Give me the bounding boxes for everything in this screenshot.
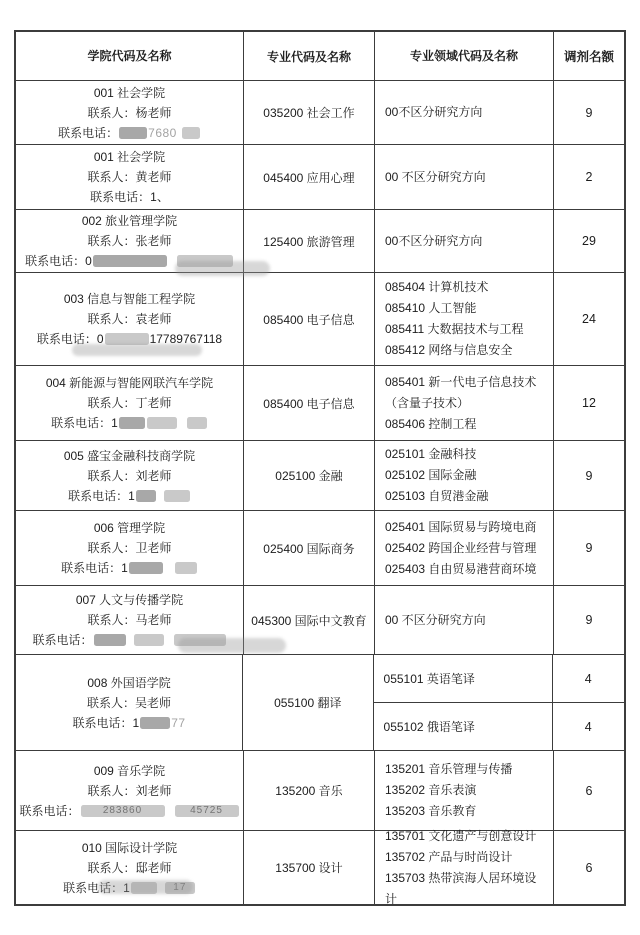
redaction-block [175,805,239,817]
redaction-block [119,127,147,139]
redaction-smudge [175,261,270,276]
major-cell: 045400 应用心理 [243,145,374,209]
redaction-block [187,417,207,429]
contact-phone-label: 联系电话： [63,880,124,895]
field-item: 00不区分研究方向 [385,233,483,248]
field-item: 135703 热带滨海人居环境设计 [385,870,537,906]
major-cell: 035200 社会工作 [243,81,374,144]
header-major-col: 专业代码及名称 [243,32,374,80]
redaction-block [81,805,165,817]
college-name: 002 旅业管理学院 [81,214,178,228]
contact-phone-label: 联系电话： [72,715,133,730]
contact-phone [61,558,198,578]
field-item: 135202 音乐表演 [385,783,477,797]
header-field-col: 专业领域代码及名称 [374,32,553,80]
college-name: 004 新能源与智能网联汽车学院 [45,376,214,390]
table-row [16,440,624,510]
contact-person: 联系人：刘老师 [87,468,172,483]
contact-phone-label: 联系电话： [19,803,80,818]
redaction-block [140,717,170,729]
phone-digits: 1 [121,561,128,575]
field-item: 00 不区分研究方向 [385,169,486,184]
contact-phone-label: 联系电话： [36,332,97,346]
table-row [16,365,624,440]
redaction-block [129,562,163,574]
redaction-block [147,417,177,429]
contact-person: 联系人：黄老师 [87,170,172,184]
field-item: 00不区分研究方向 [385,105,483,119]
phone-faint-digits: 45725 [190,804,223,816]
contact-person: 联系人：丁老师 [87,396,172,410]
field-cell [374,81,553,144]
phone-gap [168,261,176,262]
phone-faint-digits: 77 [171,715,186,730]
quota-cell: 9 [553,586,624,654]
college-cell [16,511,243,585]
quota-cell: 4 [552,703,624,750]
field-cell: 055101 英语笔译 [373,655,552,702]
college-cell [16,441,243,510]
major-cell: 085400 电子信息 [243,366,374,440]
field-item: 085411 大数据技术与工程 [385,322,524,336]
quota-cell: 24 [553,273,624,365]
contact-person: 联系人：邸老师 [87,860,172,875]
contact-phone-label: 联系电话： [61,561,122,575]
field-item: 025103 自贸港金融 [385,489,489,503]
redaction-block [175,562,197,574]
redaction-block [94,634,126,646]
table-row [16,585,624,654]
field-cell [374,751,553,830]
phone-digits: 1 [132,715,140,730]
table-row [16,209,624,272]
college-name: 006 管理学院 [93,521,166,535]
field-cell [374,511,553,585]
college-name: 003 信息与智能工程学院 [63,292,196,306]
college-cell [16,145,243,209]
phone-digits: 0 [96,332,104,346]
contact-person: 联系人：杨老师 [87,105,172,120]
field-cell: 055102 俄语笔译 [373,703,552,750]
adjustment-quota-table [14,30,626,906]
phone-digits: 1 [128,488,135,503]
college-name: 008 外国语学院 [87,675,171,690]
field-item: 025401 国际贸易与跨境电商 [385,519,537,534]
field-quota-subrow [373,655,624,702]
contact-phone-label: 联系电话： [25,254,86,268]
table-row [16,750,624,830]
college-cell [16,81,243,144]
contact-person: 联系人：刘老师 [87,783,172,798]
major-cell: 045300 国际中文教育 [243,586,374,654]
college-name: 001 社会学院 [93,85,166,100]
phone-digits: 1 [123,880,130,895]
quota-cell: 29 [553,210,624,272]
field-item: 135701 文化遗产与创意设计 [385,828,537,843]
field-item: 135702 产品与时尚设计 [385,849,513,864]
phone-gap [166,810,174,811]
field-cell [374,586,553,654]
quota-cell: 12 [553,366,624,440]
quota-cell: 9 [553,511,624,585]
contact-phone [90,187,169,207]
table-row [16,144,624,209]
field-item: 135203 音乐教育 [385,804,477,818]
header-quota-col: 调剂名额 [553,32,624,80]
field-item: 135201 音乐管理与传播 [385,762,513,776]
college-name: 005 盛宝金融科技商学院 [63,448,196,463]
college-name: 007 人文与传播学院 [75,593,184,607]
field-item: 025402 跨国企业经营与管理 [385,540,537,555]
phone-digits: 1、 [150,190,169,204]
major-cell: 125400 旅游管理 [243,210,374,272]
field-cell [374,441,553,510]
contact-phone-label: 联系电话： [68,488,129,503]
field-item: 085410 人工智能 [385,301,477,315]
contact-phone-label: 联系电话： [58,125,119,140]
phone-digits: 0 [85,254,92,268]
major-cell: 025400 国际商务 [243,511,374,585]
phone-digits: 1 [111,416,118,430]
table-header-row [16,32,624,80]
field-cell [374,210,553,272]
redaction-smudge [98,880,193,894]
college-cell [16,655,242,750]
table-row [16,80,624,144]
table-row [16,654,624,750]
college-name: 009 音乐学院 [93,763,166,778]
phone-faint-digits: 7680 [148,125,177,140]
redaction-block [119,417,145,429]
contact-phone [51,413,208,433]
contact-phone [73,713,186,733]
field-item: 025101 金融科技 [385,447,477,461]
field-cell [374,273,553,365]
contact-person: 联系人：袁老师 [87,312,172,326]
field-quota-group [373,655,624,750]
phone-gap [177,132,181,133]
table-body [16,80,624,904]
quota-cell: 6 [553,831,624,904]
contact-person: 联系人：马老师 [87,613,172,627]
field-item: 025102 国际金融 [385,468,477,482]
redaction-block [182,127,200,139]
quota-cell: 4 [552,655,624,702]
contact-phone-label: 联系电话： [90,190,151,204]
major-cell: 085400 电子信息 [243,273,374,365]
field-quota-subrow [373,702,624,750]
college-cell [16,366,243,440]
college-name: 001 社会学院 [93,150,166,164]
contact-person: 联系人：卫老师 [87,541,172,555]
contact-phone-label: 联系电话： [32,633,93,647]
major-cell: 135200 音乐 [243,751,374,830]
quota-cell: 9 [553,441,624,510]
field-cell [374,366,553,440]
college-name: 010 国际设计学院 [81,840,178,855]
phone-faint-digits: 283860 [102,804,143,816]
phone-gap [157,495,163,496]
phone-faint-digits: 17 [173,881,187,893]
table-row [16,510,624,585]
field-cell [374,828,553,906]
phone-gap [127,640,133,641]
field-item: 085401 新一代电子信息技术（含量子技术） [385,374,537,410]
phone-gap [178,423,186,424]
redaction-block [134,634,164,646]
quota-cell: 2 [553,145,624,209]
quota-cell: 6 [553,751,624,830]
field-item: 00 不区分研究方向 [385,612,486,627]
quota-cell: 9 [553,81,624,144]
field-item: 085404 计算机技术 [385,280,489,294]
field-item: 025403 自由贸易港营商环境 [385,561,537,576]
phone-gap [164,568,174,569]
redaction-block [136,490,156,502]
contact-person: 联系人：吴老师 [87,695,172,710]
redaction-smudge [178,638,286,653]
contact-phone [68,486,191,506]
field-item: 085412 网络与信息安全 [385,343,513,357]
college-cell [16,751,243,830]
field-item: 085406 控制工程 [385,416,477,431]
header-college-col: 学院代码及名称 [87,49,172,63]
field-cell [374,145,553,209]
contact-person: 联系人：张老师 [87,234,172,248]
contact-phone-label: 联系电话： [51,416,112,430]
contact-phone [58,123,201,143]
redaction-block [93,255,167,267]
major-cell: 055100 翻译 [242,655,372,750]
major-cell: 025100 金融 [243,441,374,510]
contact-phone [19,801,239,821]
major-cell: 135700 设计 [243,831,374,904]
redaction-block [164,490,190,502]
phone-digits: 17789767118 [149,332,223,346]
phone-gap [165,640,173,641]
redaction-smudge [72,344,202,356]
